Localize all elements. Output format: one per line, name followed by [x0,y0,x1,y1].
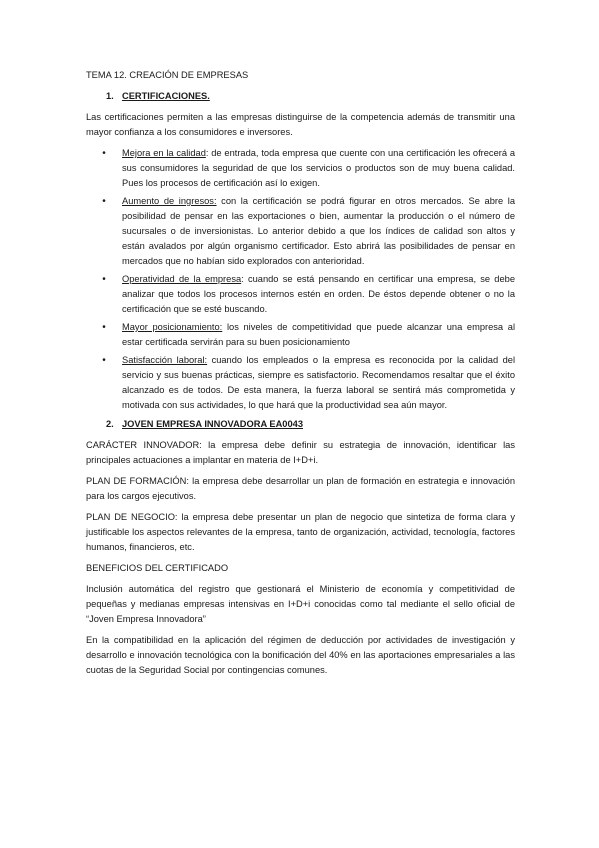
caracter-innovador-paragraph: CARÁCTER INNOVADOR: la empresa debe definir su estrategia de innovación, identificar las principales actuaciones a implantar en materia de I+D+i. [86,440,515,465]
item-term: Aumento de ingresos: [122,196,217,206]
section-1-intro: Las certificaciones permiten a las empresas distinguirse de la competencia además de transmitir una mayor confianza a los consumidores e inversores. [86,112,515,137]
item-text: cuando los empleados o la empresa es reconocida por la calidad del servicio y sus buenas prácticas, siempre es satisfactorio. Recomendamos resaltar que el éxito alcanzado es de todos. De esta manera, la fuerza laboral se sentirá más comprometida y motivada con sus actividades, lo que hará que la productividad sea aún mayor. [122,355,516,410]
section-1-heading [86,89,515,104]
item-text: con la certificación se podrá figurar en otros mercados. Se abre la posibilidad de pensar en las exportaciones o bien, aumentar la producción o el número de sucursales o de inversionistas. Lo anterior debido a que los índices de calidad son altos y están avalados por algún organismo certificador. Esto abrirá las posibilidades de pensar en mercados que no habían sido explorados con anterioridad. [122,196,515,266]
bullet-icon: • [102,322,106,333]
bullet-icon: • [102,196,106,207]
item-text: : de entrada, toda empresa que cuente con una certificación les ofrecerá a sus consumidores la seguridad de que los servicios o productos son de muy buena calidad. Pues los procesos de certificación así lo exigen. [122,148,515,188]
plan-negocio-paragraph: PLAN DE NEGOCIO: la empresa debe presentar un plan de negocio que sintetiza de forma clara y justificable los aspectos relevantes de la empresa, tanto de organización, actividad, tecnología, factores humanos, financieros, etc. [86,512,515,552]
item-text: los niveles de competitividad que puede alcanzar una empresa al estar certificada servirán para su buen posicionamiento [122,322,516,347]
section-1-title: CERTIFICACIONES. [122,91,210,101]
section-2-title: JOVEN EMPRESA INNOVADORA EA0043 [122,419,303,429]
list-item [86,353,515,413]
item-term: Mejora en la calidad [122,148,206,158]
beneficios-heading: BENEFICIOS DEL CERTIFICADO [86,563,229,573]
bullet-icon: • [102,274,106,285]
compatibilidad-paragraph: En la compatibilidad en la aplicación del régimen de deducción por actividades de investigación y desarrollo e innovación tecnológica con la bonificación del 40% en las aportaciones empresariales a las cuotas de la Seguridad Social por contingencias comunes. [86,635,515,675]
list-item [86,146,515,191]
bullet-icon: • [102,148,106,159]
section-2-number: 2. [106,419,114,429]
list-item [86,194,515,269]
list-item [86,320,515,350]
list-item [86,272,515,317]
item-term: Operatividad de la empresa [122,274,242,284]
section-2-heading [86,417,515,432]
inclusion-paragraph: Inclusión automática del registro que gestionará el Ministerio de economía y competitividad de pequeñas y medianas empresas intensivas en I+D+i conocidas como tal mediante el sello oficial de “Joven Empresa Innovadora” [86,584,515,624]
item-term: Mayor posicionamiento: [122,322,223,332]
document-page [86,68,515,684]
plan-formacion-paragraph: PLAN DE FORMACIÓN: la empresa debe desarrollar un plan de formación en estrategia e innovación para los cargos ejecutivos. [86,476,515,501]
certification-benefits-list [86,146,515,413]
section-1-number: 1. [106,91,114,101]
item-text: : cuando se está pensando en certificar una empresa, se debe analizar que todos los procesos internos estén en orden. De éstos depende obtener o no la certificación que se esté buscando. [122,274,515,314]
document-title: TEMA 12. CREACIÓN DE EMPRESAS [86,70,249,80]
item-term: Satisfacción laboral: [122,355,208,365]
bullet-icon: • [102,355,106,366]
